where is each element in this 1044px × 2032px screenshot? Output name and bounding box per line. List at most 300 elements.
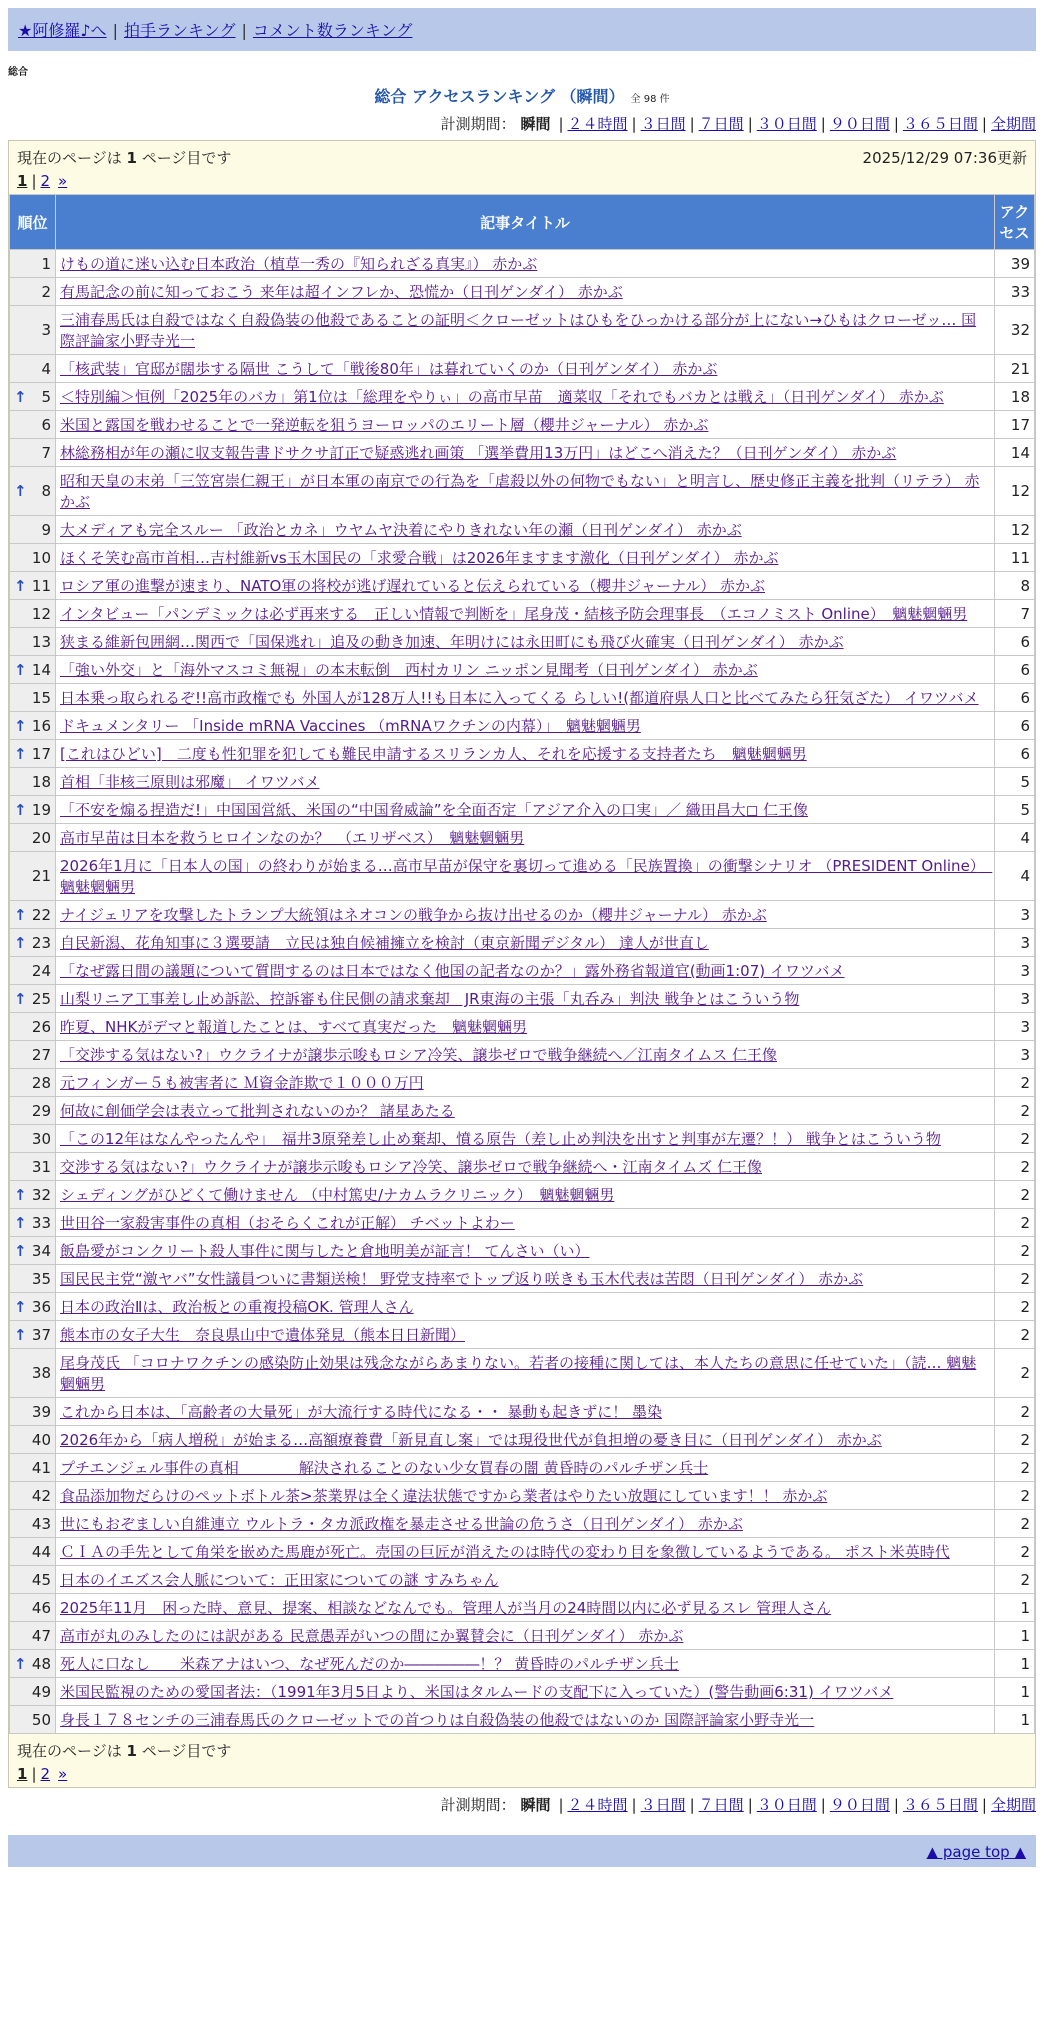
article-title-link[interactable]: 世にもおぞましい自維連立 ウルトラ・タカ派政権を暴走させる世論の危うさ（日刊ゲンダイ） 赤かぶ xyxy=(60,1515,743,1533)
title-cell xyxy=(56,1426,995,1454)
access-count: 2 xyxy=(995,1349,1035,1398)
top-navigation xyxy=(8,8,1036,51)
rank-cell xyxy=(10,600,56,628)
rank-number: 7 xyxy=(41,443,51,462)
rank-number: 21 xyxy=(31,867,51,885)
current-page-text: 現在のページは 1 ページ目です xyxy=(17,149,232,167)
title-cell xyxy=(56,1538,995,1566)
article-title-link[interactable]: ＣＩＡの手先として角栄を嵌めた馬鹿が死亡。売国の巨匠が消えたのは時代の変わり目を象徴しているようである。 ポスト米英時代 xyxy=(60,1543,950,1561)
title-cell xyxy=(56,712,995,740)
table-row xyxy=(10,439,1035,467)
rank-number: 15 xyxy=(31,688,51,707)
rank-up-arrow-icon: ↑ xyxy=(14,744,27,763)
access-count: 2 xyxy=(995,1398,1035,1426)
title-cell xyxy=(56,1510,995,1538)
rank-number: 44 xyxy=(31,1542,51,1561)
period-link-365d[interactable]: ３６５日間 xyxy=(902,1796,978,1814)
rank-cell xyxy=(10,516,56,544)
article-title-link[interactable]: 日本の政治Ⅱは、政治板との重複投稿OK. 管理人さん xyxy=(60,1298,414,1316)
rank-cell xyxy=(10,278,56,306)
table-row xyxy=(10,1398,1035,1426)
access-count: 2 xyxy=(995,1293,1035,1321)
access-count: 1 xyxy=(995,1650,1035,1678)
title-cell xyxy=(56,1209,995,1237)
article-title-link[interactable]: 米国と露国を戦わせることで一発逆転を狙うヨーロッパのエリート層（櫻井ジャーナル） 赤かぶ xyxy=(60,416,709,434)
title-cell xyxy=(56,1013,995,1041)
access-count: 5 xyxy=(995,796,1035,824)
table-row xyxy=(10,1650,1035,1678)
period-link-90d[interactable]: ９０日間 xyxy=(829,115,890,133)
table-row xyxy=(10,1181,1035,1209)
title-cell xyxy=(56,572,995,600)
access-count: 2 xyxy=(995,1566,1035,1594)
rank-number: 10 xyxy=(31,548,51,567)
period-link-3d[interactable]: ３日間 xyxy=(640,1796,686,1814)
title-cell xyxy=(56,1181,995,1209)
title-cell xyxy=(56,1594,995,1622)
table-row xyxy=(10,383,1035,411)
period-link-30d[interactable]: ３０日間 xyxy=(756,1796,817,1814)
article-title-link[interactable]: これから日本は、「高齢者の大量死」が大流行する時代になる・・ 暴動も起きずに！ 墨染 xyxy=(60,1403,663,1421)
page-link-2[interactable]: 2 xyxy=(40,172,51,190)
access-count: 17 xyxy=(995,411,1035,439)
title-cell xyxy=(56,929,995,957)
table-row xyxy=(10,600,1035,628)
rank-up-arrow-icon: ↑ xyxy=(14,800,27,819)
article-title-link[interactable]: 「なぜ露日間の議題について質問するのは日本ではなく他国の記者なのか？」露外務省報道官(動画1:07) イワツバメ xyxy=(60,962,845,980)
title-cell xyxy=(56,1097,995,1125)
article-title-link[interactable]: 「交渉する気はない?」ウクライナが譲歩示唆もロシア冷笑、譲歩ゼロで戦争継続へ／江南タイムス 仁王像 xyxy=(60,1046,777,1064)
article-title-link[interactable]: 2025年11月 困った時、意見、提案、相談などなんでも。管理人が当月の24時間以内に必ず見るスレ 管理人さん xyxy=(60,1599,832,1617)
article-title-link[interactable]: 元フィンガー５も被害者に Ｍ資金詐欺で１０００万円 xyxy=(60,1074,424,1092)
article-title-link[interactable]: ほくそ笑む高市首相…吉村維新vs玉木国民の「求愛合戦」は2026年ますます激化（日刊ゲンダイ） 赤かぶ xyxy=(60,549,779,567)
page-next-link[interactable]: » xyxy=(58,1765,68,1783)
title-cell xyxy=(56,1069,995,1097)
table-row xyxy=(10,1510,1035,1538)
access-count: 12 xyxy=(995,516,1035,544)
article-title-link[interactable]: 飯島愛がコンクリート殺人事件に関与したと倉地明美が証言！ てんさい（い） xyxy=(60,1242,590,1260)
rank-cell xyxy=(10,1013,56,1041)
title-cell xyxy=(56,383,995,411)
article-title-link[interactable]: 高市が丸のみしたのには訳がある 民意愚弄がいつの間にか翼賛会に（日刊ゲンダイ） 赤かぶ xyxy=(60,1627,684,1645)
article-title-link[interactable]: 大メディアも完全スルー 「政治とカネ」ウヤムヤ決着にやりきれない年の瀬（日刊ゲンダイ） 赤かぶ xyxy=(60,521,742,539)
article-title-link[interactable]: 尾身茂氏 「コロナワクチンの感染防止効果は残念ながらあまりない。若者の接種に関しては、本人たちの意思に任せていた」（読… 魑魅魍魎男 xyxy=(60,1354,977,1393)
access-count: 6 xyxy=(995,712,1035,740)
period-current: 瞬間 xyxy=(520,115,551,133)
article-title-link[interactable]: 死人に口なし 米森アナはいつ、なぜ死んだのか―――――！？ 黄昏時のパルチザン兵士 xyxy=(60,1655,679,1673)
access-count: 2 xyxy=(995,1510,1035,1538)
period-link-24h[interactable]: ２４時間 xyxy=(567,1796,628,1814)
access-count: 4 xyxy=(995,852,1035,901)
rank-number: 23 xyxy=(31,933,51,952)
period-link-7d[interactable]: ７日間 xyxy=(698,1796,744,1814)
rank-number: 31 xyxy=(31,1157,51,1176)
rank-number: 26 xyxy=(31,1017,51,1036)
table-row xyxy=(10,355,1035,383)
rank-cell xyxy=(10,796,56,824)
article-title-link[interactable]: ＜特別編＞恒例「2025年のバカ」第1位は「総理をやりぃ」の高市早苗 適菜収「それでもバカとは戦え」（日刊ゲンダイ） 赤かぶ xyxy=(60,388,944,406)
article-title-link[interactable]: 山梨リニア工事差し止め訴訟、控訴審も住民側の請求棄却 JR東海の主張「丸呑み」判決 戦争とはこういう物 xyxy=(60,990,800,1008)
table-row xyxy=(10,544,1035,572)
rank-cell xyxy=(10,1650,56,1678)
rank-number: 6 xyxy=(41,415,51,434)
table-row xyxy=(10,684,1035,712)
rank-number: 48 xyxy=(31,1654,51,1673)
period-selector-bottom: 計測期間： 瞬間 | ２４時間 | ３日間 | ７日間 | ３０日間 | ９０日間 | ３６５日間 | 全期間 xyxy=(440,1796,1036,1814)
title-cell xyxy=(56,1678,995,1706)
title-cell xyxy=(56,306,995,355)
access-count: 1 xyxy=(995,1678,1035,1706)
access-count: 39 xyxy=(995,250,1035,278)
rank-cell xyxy=(10,544,56,572)
period-link-7d[interactable]: ７日間 xyxy=(698,115,744,133)
article-title-link[interactable]: インタビュー「パンデミックは必ず再来する 正しい情報で判断を」尾身茂・結核予防会理事長 （エコノミスト Online） 魑魅魍魎男 xyxy=(60,605,968,623)
access-count: 1 xyxy=(995,1594,1035,1622)
nav-link-applause-ranking[interactable]: 拍手ランキング xyxy=(123,21,236,40)
table-row xyxy=(10,467,1035,516)
access-count: 2 xyxy=(995,1426,1035,1454)
access-count: 2 xyxy=(995,1181,1035,1209)
rank-number: 17 xyxy=(31,744,51,763)
table-row xyxy=(10,901,1035,929)
rank-cell xyxy=(10,250,56,278)
category-label: 総合 xyxy=(8,67,28,78)
title-cell xyxy=(56,411,995,439)
rank-number: 38 xyxy=(31,1364,51,1382)
article-title-link[interactable]: 昭和天皇の末弟「三笠宮崇仁親王」が日本軍の南京での行為を「虐殺以外の何物でもない」と明言し、歴史修正主義を批判（リテラ） 赤かぶ xyxy=(60,472,980,511)
title-cell xyxy=(56,544,995,572)
ranking-table-body xyxy=(10,250,1035,1734)
page-link-2[interactable]: 2 xyxy=(40,1765,51,1783)
article-title-link[interactable]: 世田谷一家殺害事件の真相（おそらくこれが正解） チベットよわー xyxy=(60,1214,515,1232)
article-title-link[interactable]: ナイジェリアを攻撃したトランプ大統領はネオコンの戦争から抜け出せるのか（櫻井ジャーナル） 赤かぶ xyxy=(60,906,767,924)
title-cell xyxy=(56,824,995,852)
period-link-90d[interactable]: ９０日間 xyxy=(829,1796,890,1814)
rank-up-arrow-icon: ↑ xyxy=(14,1325,27,1344)
rank-up-arrow-icon: ↑ xyxy=(14,716,27,735)
rank-number: 24 xyxy=(31,961,51,980)
access-count: 3 xyxy=(995,957,1035,985)
rank-number: 3 xyxy=(41,321,51,339)
article-title-link[interactable]: 「この12年はなんやったんや」 福井3原発差し止め棄却、憤る原告（差し止め判決を出すと判事が左遷？！） 戦争とはこういう物 xyxy=(60,1130,941,1148)
rank-number: 16 xyxy=(31,716,51,735)
rank-number: 29 xyxy=(31,1101,51,1120)
article-title-link[interactable]: シェディングがひどくて働けません （中村篤史/ナカムラクリニック） 魑魅魍魎男 xyxy=(60,1186,615,1204)
period-current: 瞬間 xyxy=(520,1796,551,1814)
rank-number: 42 xyxy=(31,1486,51,1505)
article-title-link[interactable]: 熊本市の女子大生 奈良県山中で遺体発見（熊本日日新聞） xyxy=(60,1326,466,1344)
rank-cell xyxy=(10,572,56,600)
article-title-link[interactable]: 「強い外交」と「海外マスコミ無視」の本末転倒 西村カリン ニッポン見聞考（日刊ゲンダイ） 赤かぶ xyxy=(60,661,758,679)
table-row xyxy=(10,1594,1035,1622)
table-row xyxy=(10,278,1035,306)
rank-up-arrow-icon: ↑ xyxy=(14,482,27,500)
rank-number: 45 xyxy=(31,1570,51,1589)
rank-cell xyxy=(10,1125,56,1153)
rank-cell xyxy=(10,1538,56,1566)
page-link-1[interactable]: 1 xyxy=(17,1765,28,1783)
title-cell xyxy=(56,768,995,796)
rank-number: 4 xyxy=(41,359,51,378)
article-title-link[interactable]: プチエンジェル事件の真相 解決されることのない少女買春の闇 黄昏時のパルチザン兵士 xyxy=(60,1459,709,1477)
article-title-link[interactable]: 身長１７８センチの三浦春馬氏のクローゼットでの首つりは自殺偽装の他殺ではないのか 国際評論家小野寺光一 xyxy=(60,1711,815,1729)
rank-cell xyxy=(10,768,56,796)
article-title-link[interactable]: 狭まる維新包囲網…関西で「国保逃れ」追及の動き加速、年明けには永田町にも飛び火確実（日刊ゲンダイ） 赤かぶ xyxy=(60,633,844,651)
article-title-link[interactable]: 食品添加物だらけのペットボトル茶>茶業界は全く違法状態ですから業者はやりたい放題にしています！！ 赤かぶ xyxy=(60,1487,828,1505)
access-count: 3 xyxy=(995,901,1035,929)
rank-up-arrow-icon: ↑ xyxy=(14,1185,27,1204)
access-count: 11 xyxy=(995,544,1035,572)
page-next-link[interactable]: » xyxy=(58,172,68,190)
ranking-frame xyxy=(8,140,1036,1788)
rank-cell xyxy=(10,985,56,1013)
access-count: 7 xyxy=(995,600,1035,628)
period-link-365d[interactable]: ３６５日間 xyxy=(902,115,978,133)
period-link-3d[interactable]: ３日間 xyxy=(640,115,686,133)
table-row xyxy=(10,250,1035,278)
title-cell xyxy=(56,985,995,1013)
rank-number: 22 xyxy=(31,905,51,924)
rank-up-arrow-icon: ↑ xyxy=(14,1297,27,1316)
rank-number: 46 xyxy=(31,1598,51,1617)
access-count: 6 xyxy=(995,684,1035,712)
title-cell xyxy=(56,250,995,278)
header-access: アクセス xyxy=(995,195,1035,250)
rank-cell xyxy=(10,1293,56,1321)
rank-number: 11 xyxy=(31,576,51,595)
table-row xyxy=(10,768,1035,796)
page-title: 総合 アクセスランキング （瞬間） xyxy=(374,87,625,106)
table-row xyxy=(10,1293,1035,1321)
rank-cell xyxy=(10,656,56,684)
table-row xyxy=(10,628,1035,656)
access-count: 2 xyxy=(995,1125,1035,1153)
rank-cell xyxy=(10,684,56,712)
page-top-link[interactable]: ▲ page top ▲ xyxy=(926,1843,1026,1861)
article-title-link[interactable]: 交渉する気はない?」ウクライナが譲歩示唆もロシア冷笑、譲歩ゼロで戦争継続へ・江南タイムズ 仁王像 xyxy=(60,1158,762,1176)
period-link-30d[interactable]: ３０日間 xyxy=(756,115,817,133)
access-count: 2 xyxy=(995,1153,1035,1181)
rank-number: 1 xyxy=(41,254,51,273)
rank-cell xyxy=(10,628,56,656)
access-count: 33 xyxy=(995,278,1035,306)
rank-number: 19 xyxy=(31,800,51,819)
rank-number: 9 xyxy=(41,520,51,539)
article-title-link[interactable]: 「不安を煽る捏造だ!」中国国営紙、米国の“中国脅威論”を全面否定「アジア介入の口実」／ 織田昌大◻︎ 仁王像 xyxy=(60,801,808,819)
table-row xyxy=(10,1125,1035,1153)
table-row xyxy=(10,985,1035,1013)
period-link-all[interactable]: 全期間 xyxy=(990,115,1036,133)
period-link-all[interactable]: 全期間 xyxy=(990,1796,1036,1814)
rank-number: 13 xyxy=(31,632,51,651)
table-row xyxy=(10,1454,1035,1482)
title-cell xyxy=(56,467,995,516)
period-link-24h[interactable]: ２４時間 xyxy=(567,115,628,133)
period-selector-top: 計測期間： 瞬間 | ２４時間 | ３日間 | ７日間 | ３０日間 | ９０日間 | ３６５日間 | 全期間 xyxy=(440,115,1036,133)
article-title-link[interactable]: 首相「非核三原則は邪魔」 イワツバメ xyxy=(60,773,320,791)
table-row xyxy=(10,1622,1035,1650)
pagination-top: 現在のページは 1 ページ目です 2025/12/29 07:36更新 1 | 2 » xyxy=(9,141,1035,194)
nav-link-comment-ranking[interactable]: コメント数ランキング xyxy=(252,21,413,40)
rank-number: 49 xyxy=(31,1682,51,1701)
table-row xyxy=(10,929,1035,957)
rank-up-arrow-icon: ↑ xyxy=(14,1213,27,1232)
article-title-link[interactable]: 米国民監視のための愛国者法：（1991年3月5日より、米国はタルムードの支配下に入っていた）(警告動画6:31) イワツバメ xyxy=(60,1683,894,1701)
rank-number: 37 xyxy=(31,1325,51,1344)
article-title-link[interactable]: 2026年1月に「日本人の国」の終わりが始まる…高市早苗が保守を裏切って進める「民族置換」の衝撃シナリオ （PRESIDENT Online） 魑魅魍魎男 xyxy=(60,857,993,896)
access-count: 2 xyxy=(995,1265,1035,1293)
article-title-link[interactable]: [これはひどい] 二度も性犯罪を犯しても難民申請するスリランカ人、それを応援する支持者たち 魑魅魍魎男 xyxy=(60,745,807,763)
table-row xyxy=(10,1426,1035,1454)
rank-up-arrow-icon: ↑ xyxy=(14,989,27,1008)
access-count: 4 xyxy=(995,824,1035,852)
title-cell xyxy=(56,1265,995,1293)
access-count: 2 xyxy=(995,1209,1035,1237)
article-title-link[interactable]: けもの道に迷い込む日本政治（植草一秀の『知られざる真実』） 赤かぶ xyxy=(60,255,538,273)
rank-number: 41 xyxy=(31,1458,51,1477)
article-title-link[interactable]: 2026年から「病人増税」が始まる…高額療養費「新見直し案」では現役世代が負担増の憂き目に（日刊ゲンダイ） 赤かぶ xyxy=(60,1431,882,1449)
rank-number: 25 xyxy=(31,989,51,1008)
rank-cell xyxy=(10,1265,56,1293)
access-count: 2 xyxy=(995,1237,1035,1265)
rank-number: 32 xyxy=(31,1185,51,1204)
table-row xyxy=(10,712,1035,740)
access-count: 2 xyxy=(995,1454,1035,1482)
access-count: 8 xyxy=(995,572,1035,600)
rank-cell xyxy=(10,467,56,516)
article-title-link[interactable]: 日本乗っ取られるぞ!!高市政権でも 外国人が128万人!!も日本に入ってくる らしい!(都道府県人口と比べてみたら狂気ざた） イワツバメ xyxy=(60,689,979,707)
item-count: 全 98 件 xyxy=(630,94,670,105)
rank-up-arrow-icon: ↑ xyxy=(14,660,27,679)
rank-cell xyxy=(10,929,56,957)
article-title-link[interactable]: 林総務相が年の瀬に収支報告書ドサクサ訂正で疑惑逃れ画策 「選挙費用13万円」はどこへ消えた？（日刊ゲンダイ） 赤かぶ xyxy=(60,444,897,462)
rank-number: 47 xyxy=(31,1626,51,1645)
access-count: 3 xyxy=(995,1041,1035,1069)
title-cell xyxy=(56,1566,995,1594)
rank-number: 50 xyxy=(31,1710,51,1729)
title-cell xyxy=(56,628,995,656)
current-page-text: 現在のページは 1 ページ目です xyxy=(17,1742,232,1760)
title-cell xyxy=(56,278,995,306)
nav-link-ashura[interactable]: ★阿修羅♪へ xyxy=(18,21,107,40)
table-row xyxy=(10,1097,1035,1125)
title-cell xyxy=(56,355,995,383)
title-cell xyxy=(56,1622,995,1650)
table-row xyxy=(10,572,1035,600)
title-cell xyxy=(56,1454,995,1482)
rank-number: 27 xyxy=(31,1045,51,1064)
table-header-row xyxy=(10,195,1035,250)
access-count: 6 xyxy=(995,628,1035,656)
rank-up-arrow-icon: ↑ xyxy=(14,1654,27,1673)
title-cell xyxy=(56,1349,995,1398)
article-title-link[interactable]: 何故に創価学会は表立って批判されないのか？ 諸星あたる xyxy=(60,1102,455,1120)
article-title-link[interactable]: ロシア軍の進撃が速まり、NATO軍の将校が逃げ遅れていると伝えられている（櫻井ジャーナル） 赤かぶ xyxy=(60,577,766,595)
title-cell xyxy=(56,852,995,901)
rank-number: 28 xyxy=(31,1073,51,1092)
rank-cell xyxy=(10,1237,56,1265)
rank-cell xyxy=(10,1454,56,1482)
table-row xyxy=(10,1041,1035,1069)
rank-cell xyxy=(10,1706,56,1734)
access-count: 5 xyxy=(995,768,1035,796)
rank-cell xyxy=(10,1398,56,1426)
rank-cell xyxy=(10,1426,56,1454)
table-row xyxy=(10,1209,1035,1237)
title-cell xyxy=(56,1153,995,1181)
table-row xyxy=(10,1153,1035,1181)
title-cell xyxy=(56,901,995,929)
table-row xyxy=(10,1265,1035,1293)
rank-number: 12 xyxy=(31,604,51,623)
table-row xyxy=(10,1706,1035,1734)
rank-number: 14 xyxy=(31,660,51,679)
article-title-link[interactable]: 有馬記念の前に知っておこう 来年は超インフレか、恐慌か（日刊ゲンダイ） 赤かぶ xyxy=(60,283,623,301)
rank-cell xyxy=(10,1678,56,1706)
title-cell xyxy=(56,1706,995,1734)
title-cell xyxy=(56,656,995,684)
nav-separator: | xyxy=(241,21,247,40)
table-row xyxy=(10,1678,1035,1706)
access-count: 21 xyxy=(995,355,1035,383)
access-count: 1 xyxy=(995,1706,1035,1734)
title-cell xyxy=(56,684,995,712)
title-cell xyxy=(56,1125,995,1153)
rank-number: 40 xyxy=(31,1430,51,1449)
article-title-link[interactable]: 三浦春馬氏は自殺ではなく自殺偽装の他殺であることの証明＜クローゼットはひもをひっかける部分が上にない→ひもはクローゼッ… 国際評論家小野寺光一 xyxy=(60,311,977,350)
rank-cell xyxy=(10,712,56,740)
title-cell xyxy=(56,1482,995,1510)
rank-cell xyxy=(10,1566,56,1594)
rank-cell xyxy=(10,1041,56,1069)
rank-up-arrow-icon: ↑ xyxy=(14,933,27,952)
article-title-link[interactable]: 日本のイエズス会人脈について：正田家についての謎 すみちゃん xyxy=(60,1571,499,1589)
title-cell xyxy=(56,957,995,985)
rank-number: 33 xyxy=(31,1213,51,1232)
article-title-link[interactable]: 昨夏、NHKがデマと報道したことは、すべて真実だった 魑魅魍魎男 xyxy=(60,1018,528,1036)
rank-cell xyxy=(10,411,56,439)
rank-number: 35 xyxy=(31,1269,51,1288)
rank-cell xyxy=(10,740,56,768)
table-row xyxy=(10,1538,1035,1566)
title-cell xyxy=(56,600,995,628)
title-cell xyxy=(56,796,995,824)
article-title-link[interactable]: 「核武装」官邸が闊歩する隔世 こうして「戦後80年」は暮れていくのか（日刊ゲンダイ） 赤かぶ xyxy=(60,360,718,378)
access-count: 2 xyxy=(995,1482,1035,1510)
rank-number: 20 xyxy=(31,828,51,847)
access-count: 3 xyxy=(995,929,1035,957)
rank-cell xyxy=(10,1594,56,1622)
header-rank: 順位 xyxy=(10,195,56,250)
footer-bar xyxy=(8,1835,1036,1867)
article-title-link[interactable]: ドキュメンタリー 「Inside mRNA Vaccines （mRNAワクチンの内幕）」 魑魅魍魎男 xyxy=(60,717,641,735)
title-cell xyxy=(56,1237,995,1265)
header-title: 記事タイトル xyxy=(56,195,995,250)
rank-up-arrow-icon: ↑ xyxy=(14,387,27,406)
access-count: 2 xyxy=(995,1097,1035,1125)
rank-cell xyxy=(10,306,56,355)
table-row xyxy=(10,740,1035,768)
page-link-1[interactable]: 1 xyxy=(17,172,28,190)
title-cell xyxy=(56,439,995,467)
article-title-link[interactable]: 自民新潟、花角知事に３選要請 立民は独自候補擁立を検討（東京新聞デジタル） 達人が世直し xyxy=(60,934,709,952)
access-count: 2 xyxy=(995,1538,1035,1566)
rank-number: 2 xyxy=(41,282,51,301)
rank-cell xyxy=(10,824,56,852)
article-title-link[interactable]: 高市早苗は日本を救うヒロインなのか？ （エリザベス） 魑魅魍魎男 xyxy=(60,829,525,847)
rank-cell xyxy=(10,901,56,929)
article-title-link[interactable]: 国民民主党“激ヤバ”女性議員ついに書類送検！ 野党支持率でトップ返り咲きも玉木代表は苦悶（日刊ゲンダイ） 赤かぶ xyxy=(60,1270,864,1288)
